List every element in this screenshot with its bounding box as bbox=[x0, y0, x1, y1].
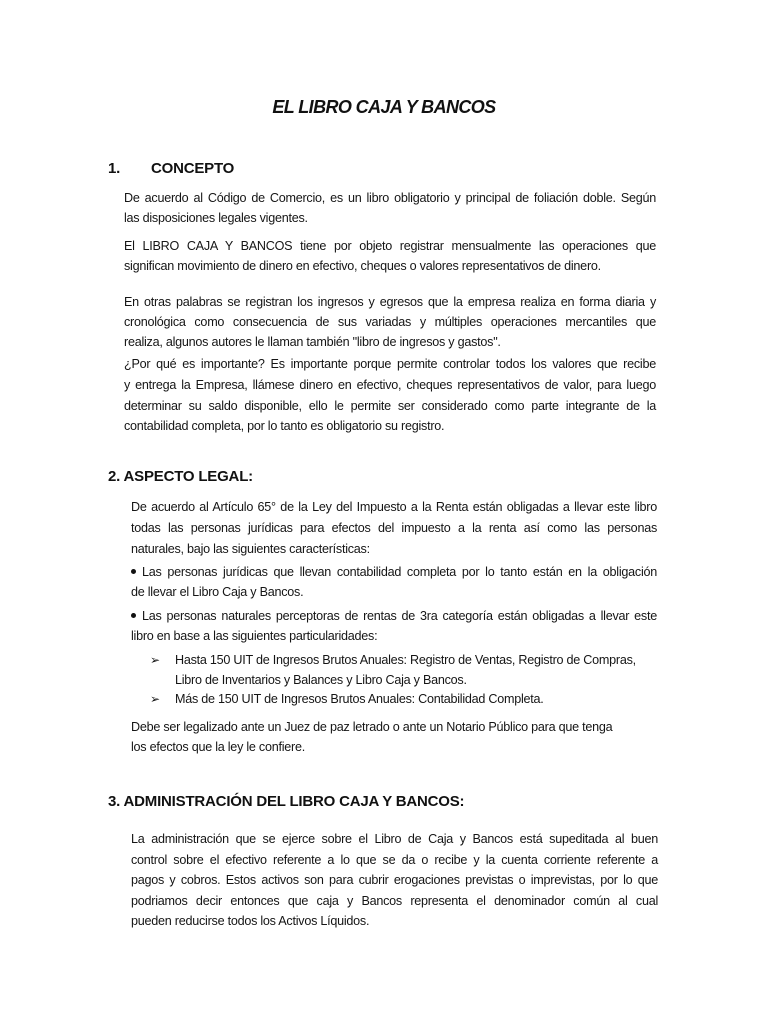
text-line: libro en base a las siguientes particularidades: bbox=[131, 629, 378, 643]
text-line bbox=[131, 606, 657, 626]
text-line: determinar su saldo disponible, ello le permite ser considerado como parte integrante de la bbox=[124, 399, 656, 413]
text-line: El LIBRO CAJA Y BANCOS tiene por objeto registrar mensualmente las operaciones que bbox=[124, 239, 656, 253]
section-3-heading: 3. ADMINISTRACIÓN DEL LIBRO CAJA Y BANCOS: bbox=[108, 793, 465, 810]
text-line: las disposiciones legales vigentes. bbox=[124, 211, 308, 225]
text-line: pueden reducirse todos los Activos Líquidos. bbox=[131, 914, 370, 928]
bullet-icon bbox=[131, 613, 136, 618]
text-line: Más de 150 UIT de Ingresos Brutos Anuales: Contabilidad Completa. bbox=[175, 692, 544, 706]
section-1-title: CONCEPTO bbox=[151, 160, 235, 177]
text-line: todas las personas jurídicas para efectos del impuesto a la renta así como las personas bbox=[131, 521, 657, 535]
section-1-number: 1. bbox=[108, 160, 121, 177]
bullet-icon bbox=[131, 569, 136, 574]
text-line: y entrega la Empresa, llámese dinero en efectivo, cheques representativos de valor, para luego bbox=[124, 378, 656, 392]
text-line: Libro de Inventarios y Balances y Libro Caja y Bancos. bbox=[175, 673, 467, 687]
text-line: de llevar el Libro Caja y Bancos. bbox=[131, 585, 304, 599]
section-1-heading bbox=[108, 160, 234, 177]
text-line bbox=[131, 562, 657, 582]
text-line: control sobre el efectivo referente a lo que se da o recibe y la cuenta corriente referente a bbox=[131, 853, 658, 867]
document-title: EL LIBRO CAJA Y BANCOS bbox=[272, 97, 496, 117]
text-line: los efectos que la ley le confiere. bbox=[131, 740, 305, 754]
text-line: De acuerdo al Código de Comercio, es un libro obligatorio y principal de foliación doble. Según bbox=[124, 191, 656, 205]
text-line: contabilidad completa, por lo tanto es obligatorio su registro. bbox=[124, 419, 445, 433]
text-line: Hasta 150 UIT de Ingresos Brutos Anuales: Registro de Ventas, Registro de Compras, bbox=[175, 653, 636, 667]
text-line: Debe ser legalizado ante un Juez de paz letrado o ante un Notario Público para que tenga bbox=[131, 720, 613, 734]
text-line: cronológica como consecuencia de sus variadas y múltiples operaciones mercantiles que bbox=[124, 315, 656, 329]
text-line: La administración que se ejerce sobre el Libro de Caja y Bancos está supeditada al buen bbox=[131, 832, 658, 846]
section-2-heading: 2. ASPECTO LEGAL: bbox=[108, 468, 253, 485]
text-line: podriamos decir entonces que caja y Bancos representa el denominador común al cual bbox=[131, 894, 658, 908]
text-line: En otras palabras se registran los ingresos y egresos que la empresa realiza en forma diaria y bbox=[124, 295, 656, 309]
bullet-text: Las personas naturales perceptoras de rentas de 3ra categoría están obligadas a llevar este bbox=[142, 609, 657, 623]
text-line: naturales, bajo las siguientes características: bbox=[131, 542, 370, 556]
text-line: realiza, algunos autores le llaman también "libro de ingresos y gastos". bbox=[124, 335, 501, 349]
arrowhead-right-icon: ➢ bbox=[150, 653, 161, 667]
text-line: ¿Por qué es importante? Es importante porque permite controlar todos los valores que recibe bbox=[124, 357, 656, 371]
text-line: significan movimiento de dinero en efectivo, cheques o valores representativos de dinero. bbox=[124, 259, 601, 273]
text-line: pagos y cobros. Estos activos son para cubrir erogaciones previstas o imprevistas, por lo que bbox=[131, 873, 658, 887]
bullet-text: Las personas jurídicas que llevan contabilidad completa por lo tanto están en la obligación bbox=[142, 565, 657, 579]
text-line: De acuerdo al Artículo 65° de la Ley del Impuesto a la Renta están obligadas a llevar este libro bbox=[131, 500, 657, 514]
arrowhead-right-icon: ➢ bbox=[150, 692, 161, 706]
